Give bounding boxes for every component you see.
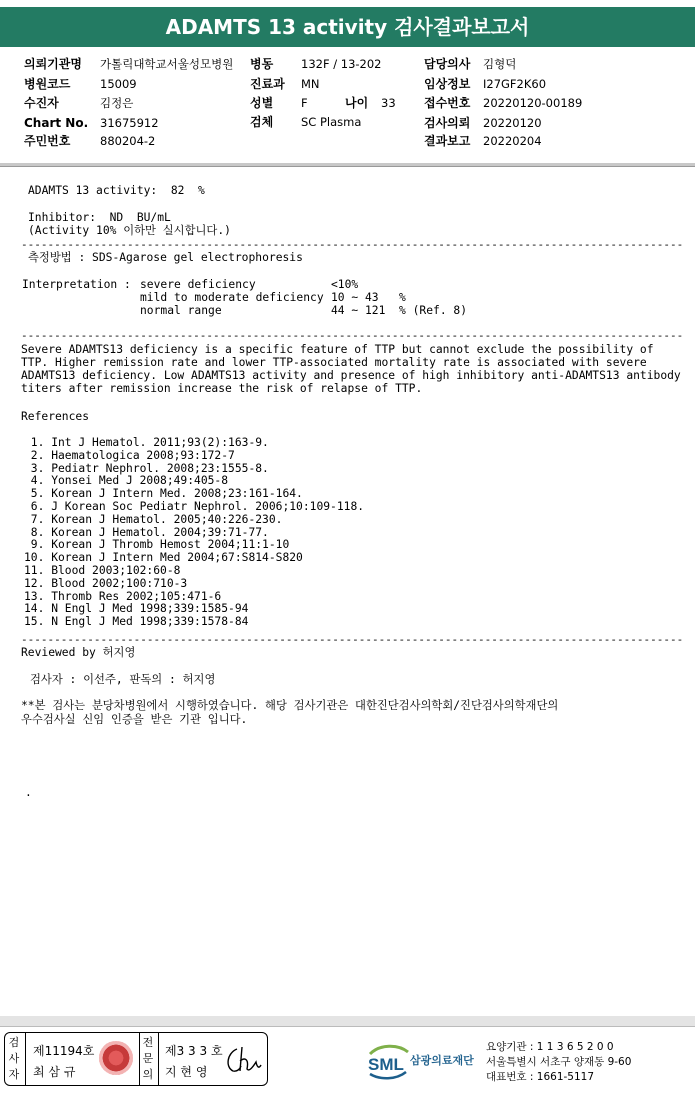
examiner-vertical-label: 검 사 자 <box>8 1036 20 1081</box>
examiner-name: 최 삼 규 <box>33 1065 76 1079</box>
institution-value: 가톨릭대학교서울성모병원 <box>100 57 234 71</box>
patient-label: 수진자 <box>24 96 59 110</box>
specimen-label: 검체 <box>250 115 274 129</box>
dept-value: MN <box>301 77 320 91</box>
interp-mild-name: mild to moderate deficiency <box>140 291 324 304</box>
doctor-value: 김형덕 <box>483 57 517 71</box>
reference-item: 10. Korean J Intern Med 2004;67:S814-S820 <box>24 551 303 565</box>
clinical-comment: Severe ADAMTS13 deficiency is a specific feature of TTP but cannot exclude the possibility of TTP. Higher remission rate and lower TTP-associated mortality rate is associated with severe ADAMTS13 deficiency. Low ADAMTS13 activity and presence of high inhibitory anti-ADAMTS13 antibody titers after remission increase the risk of relapse of TTP. <box>21 343 681 395</box>
reference-item: 2. Haematologica 2008;93:172-7 <box>24 448 235 462</box>
interp-severe-range: <10% <box>331 278 359 291</box>
request-label: 검사의뢰 <box>424 116 471 130</box>
request-value: 20220120 <box>483 116 542 130</box>
reference-item: 8. Korean J Hematol. 2004;39:71-77. <box>24 525 269 539</box>
footer-band <box>0 1016 695 1026</box>
chart-label: Chart No. <box>24 116 89 130</box>
trailing-dot: . <box>25 786 32 799</box>
hospital-code-value: 15009 <box>100 77 137 91</box>
chart-value: 31675912 <box>100 116 159 130</box>
notice-line-1: **본 검사는 분당차병원에서 시행하였습니다. 해당 검사기관은 대한진단검사의학회/진단검사의학재단의 <box>21 699 559 712</box>
reference-item: 3. Pediatr Nephrol. 2008;23:1555-8. <box>24 461 269 475</box>
corp-phone: 대표번호 : 1661-5117 <box>486 1071 595 1083</box>
reference-item: 11. Blood 2003;102:60-8 <box>24 564 181 577</box>
signature-box <box>4 1032 268 1086</box>
rrn-label: 주민번호 <box>24 134 71 148</box>
corp-code: 요양기관 : 1 1 3 6 5 2 0 0 <box>486 1041 614 1053</box>
receipt-label: 접수번호 <box>424 96 471 110</box>
reference-item: 5. Korean J Intern Med. 2008;23:161-164. <box>24 487 303 501</box>
specimen-value: SC Plasma <box>301 115 362 129</box>
sex-label: 성별 <box>250 96 274 110</box>
receipt-value: 20220120-00189 <box>483 96 583 110</box>
handwritten-signature <box>223 1045 263 1075</box>
doctor-label: 담당의사 <box>424 57 471 71</box>
ward-label: 병동 <box>250 57 274 71</box>
hospital-code-label: 병원코드 <box>24 77 71 91</box>
examiner-license-no: 제11194호 <box>33 1044 95 1058</box>
svg-text:SML: SML <box>368 1055 404 1074</box>
report-date-value: 20220204 <box>483 134 542 148</box>
method-line: 측정방법 : SDS-Agarose gel electrophoresis <box>28 251 303 264</box>
patient-value: 김정은 <box>100 96 134 110</box>
header-divider-line <box>0 166 695 167</box>
interp-severe-name: severe deficiency <box>140 278 256 291</box>
reference-item: 1. Int J Hematol. 2011;93(2):163-9. <box>24 436 269 449</box>
rrn-value: 880204-2 <box>100 134 156 148</box>
corp-address: 서울특별시 서초구 양재동 9-60 <box>486 1056 632 1068</box>
org-name: 삼광의료재단 <box>410 1054 474 1067</box>
reference-item: 9. Korean J Thromb Hemost 2004;11:1-10 <box>24 538 290 552</box>
activity-result: ADAMTS 13 activity: 82 % <box>28 184 205 197</box>
notice-line-2: 우수검사실 신임 인증을 받은 기관 입니다. <box>21 713 248 726</box>
age-value: 33 <box>381 96 396 110</box>
interp-mild-range: 10 ~ 43 % <box>331 291 406 304</box>
clinical-value: I27GF2K60 <box>483 77 547 91</box>
age-label: 나이 <box>345 96 369 110</box>
reference-item: 12. Blood 2002;100:710-3 <box>24 576 188 590</box>
reference-item: 13. Thromb Res 2002;105:471-6 <box>24 589 222 603</box>
divider-dashed: ---------------------------------------------------------------------------------------------------- <box>21 633 684 646</box>
specialist-name: 지 현 영 <box>165 1065 208 1079</box>
institution-label: 의뢰기관명 <box>24 57 82 71</box>
ward-value: 132F / 13-202 <box>301 57 382 71</box>
divider-dashed: ---------------------------------------------------------------------------------------------------- <box>21 238 684 251</box>
inhibitor-result: Inhibitor: ND BU/mL <box>28 211 171 224</box>
reference-item: 15. N Engl J Med 1998;339:1578-84 <box>24 615 249 629</box>
sml-logo <box>366 1040 410 1080</box>
specialist-license-no: 제3 3 3 호 <box>165 1044 223 1058</box>
red-seal-stamp <box>99 1041 133 1075</box>
interp-normal-name: normal range <box>140 304 222 317</box>
reviewed-by: Reviewed by 허지영 <box>21 646 136 659</box>
examiner-line: 검사자 : 이선주, 판독의 : 허지영 <box>30 673 216 686</box>
sex-value: F <box>301 96 308 110</box>
divider-dashed: ---------------------------------------------------------------------------------------------------- <box>21 329 684 342</box>
dept-label: 진료과 <box>250 77 285 91</box>
references-title: References <box>21 410 90 423</box>
clinical-label: 임상정보 <box>424 77 471 91</box>
interpretation-label: Interpretation : <box>22 278 131 291</box>
inhibitor-note: (Activity 10% 이하만 실시합니다.) <box>28 224 231 237</box>
report-title: ADAMTS 13 activity 검사결과보고서 <box>0 7 695 47</box>
specialist-vertical-label: 전 문 의 <box>142 1036 154 1081</box>
reference-item: 6. J Korean Soc Pediatr Nephrol. 2006;10:109-118. <box>24 500 365 513</box>
footer-divider <box>0 1026 695 1027</box>
report-date-label: 결과보고 <box>424 134 471 148</box>
interp-normal-range: 44 ~ 121 % (Ref. 8) <box>331 304 468 317</box>
reference-item: 14. N Engl J Med 1998;339:1585-94 <box>24 602 249 616</box>
reference-item: 4. Yonsei Med J 2008;49:405-8 <box>24 474 229 488</box>
reference-item: 7. Korean J Hematol. 2005;40:226-230. <box>24 512 283 526</box>
